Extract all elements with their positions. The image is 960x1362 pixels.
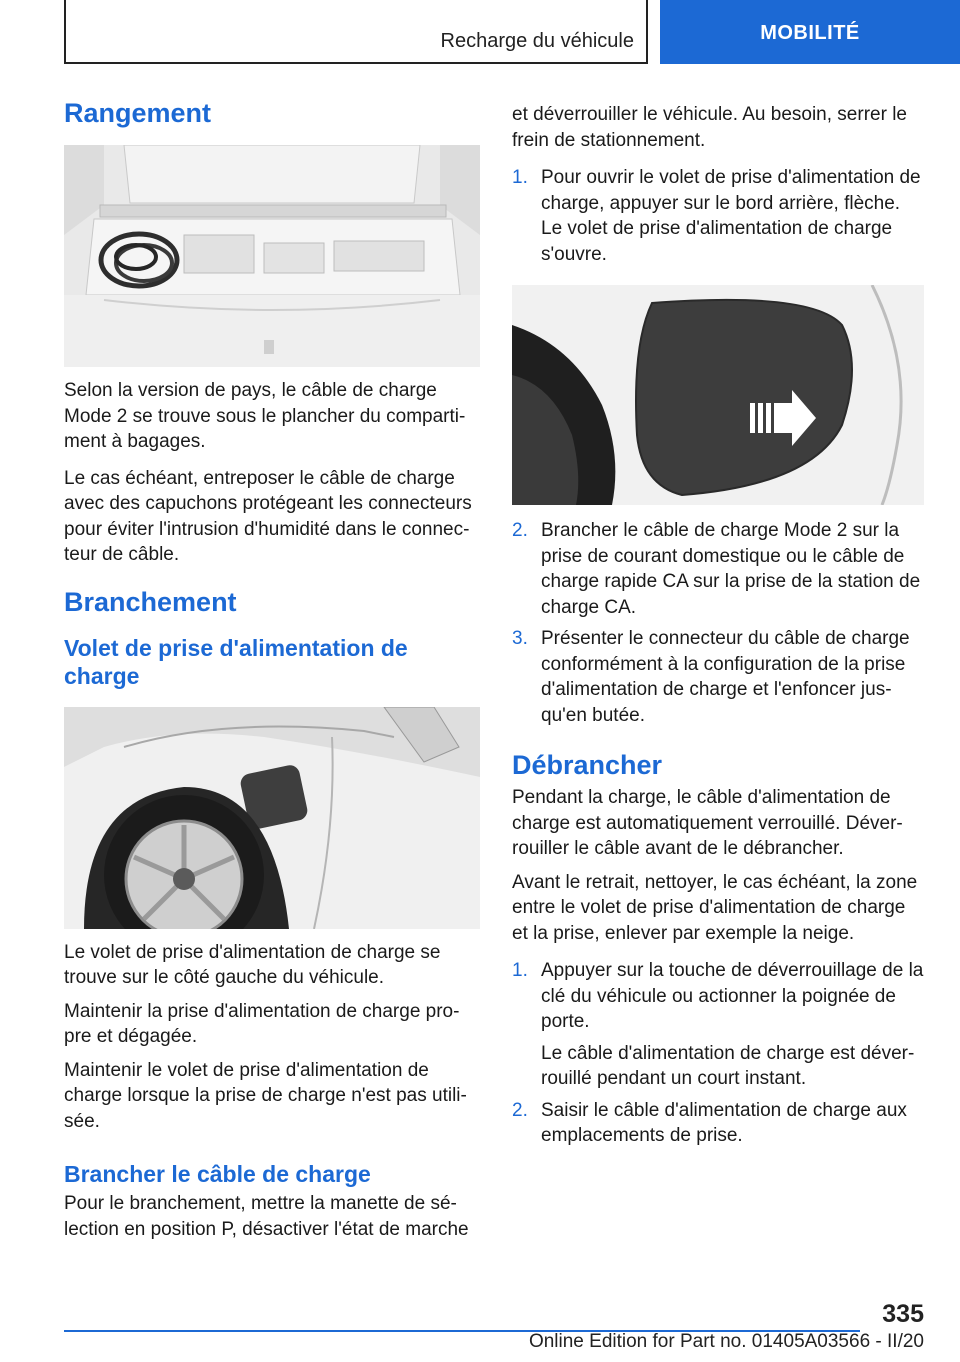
heading-storage: Rangement	[64, 98, 212, 128]
step-text: Brancher le câble de charge Mode 2 sur la prise de courant domestique ou le câble de charge rapide CA sur la prise de la station de charge CA.	[541, 520, 921, 618]
disconnect-steps	[512, 958, 924, 1149]
plug-in-paragraph-start: Pour le branchement, mettre la manette de sélection en position P, désactiver l'état de marche	[64, 1193, 469, 1240]
left-column	[64, 98, 480, 1242]
step-result-text: Le câble d'alimentation de charge est déverrouillé pendant un court instant.	[541, 1042, 915, 1089]
step-number: 2.	[512, 520, 528, 541]
charging-flap-location-figure	[64, 707, 480, 929]
flap-paragraph-2: Maintenir la prise d'alimentation de charge propre et dégagée.	[64, 1000, 460, 1047]
step-text: Présenter le connecteur du câble de charge conformément à la configuration de la prise d'alimentation de charge et l'enfoncer jusqu'en butée.	[541, 628, 910, 726]
header-section-title: Recharge du véhicule	[440, 30, 634, 52]
page-number: 335	[882, 1300, 924, 1328]
footer-edition-text: Online Edition for Part no. 01405A03566 - II/20	[528, 1331, 924, 1352]
step-text: Appuyer sur la touche de déverrouillage de la clé du véhicule ou actionner la poignée de porte.	[541, 960, 924, 1032]
disconnect-paragraph-2: Avant le retrait, nettoyer, le cas échéant, la zone entre le volet de prise d'alimentation de charge et la prise, enlever par exemple la neige.	[512, 871, 918, 944]
connect-steps	[512, 518, 924, 728]
heading-disconnect: Débrancher	[512, 750, 663, 780]
open-flap-steps	[512, 165, 924, 267]
plug-in-paragraph-continued: et déverrouiller le véhicule. Au besoin, serrer le frein de stationnement.	[512, 104, 907, 151]
chapter-tab[interactable]: MOBILITÉ	[660, 0, 960, 64]
list-item	[512, 518, 924, 620]
step-text: Saisir le câble d'alimentation de charge aux emplacements de prise.	[541, 1099, 907, 1146]
storage-paragraph-2: Le cas échéant, entreposer le câble de charge avec des capuchons protégeant les connecteurs pour éviter l'intrusion d'humidité dans le connecteur de câble.	[64, 467, 472, 565]
flap-paragraph-1: Le volet de prise d'alimentation de charge se trouve sur le côté gauche du véhicule.	[64, 941, 441, 988]
list-item	[512, 626, 924, 728]
flap-paragraph-3: Maintenir le volet de prise d'alimentation de charge lorsque la prise de charge n'est pas utilisée.	[64, 1059, 467, 1132]
storage-paragraph-1: Selon la version de pays, le câble de charge Mode 2 se trouve sous le plancher du compartiment à bagages.	[64, 380, 466, 452]
list-item	[512, 165, 924, 267]
step-number: 3.	[512, 628, 528, 649]
header-frame	[64, 0, 648, 64]
list-item	[512, 958, 924, 1092]
open-flap-arrow-figure	[512, 285, 924, 505]
step-text: Pour ouvrir le volet de prise d'alimentation de charge, appuyer sur le bord arrière, flèche. Le volet de prise d'alimentation de charge s'ouvre.	[541, 167, 921, 265]
step-number: 2.	[512, 1099, 528, 1121]
disconnect-paragraph-1: Pendant la charge, le câble d'alimentation de charge est automatiquement verrouillé. Déverrouiller le câble avant de le débrancher.	[512, 787, 903, 859]
heading-connection: Branchement	[64, 586, 237, 617]
heading-plug-in-cable: Brancher le câble de charge	[64, 1161, 371, 1187]
right-column	[512, 102, 924, 1149]
heading-charging-flap: Volet de prise d'alimentation de charge	[64, 634, 408, 689]
step-number: 1.	[512, 960, 528, 981]
list-item	[512, 1098, 924, 1149]
trunk-storage-figure	[64, 145, 480, 367]
step-number: 1.	[512, 167, 528, 188]
